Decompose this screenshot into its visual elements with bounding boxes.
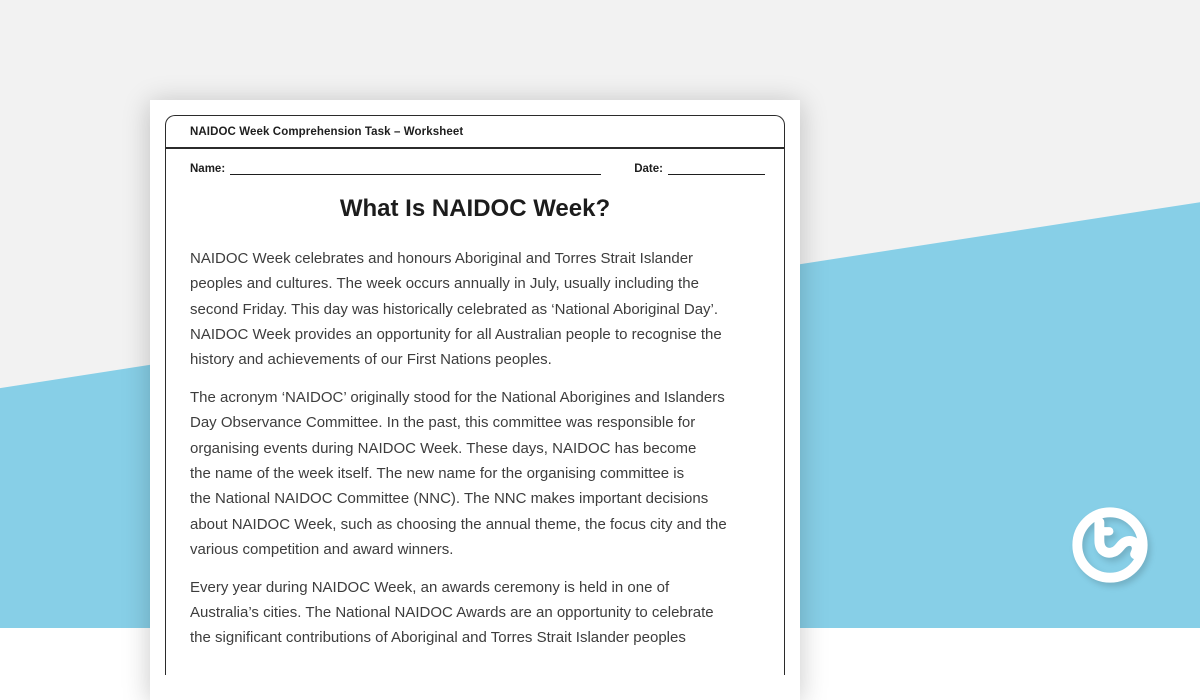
worksheet-header-band [166, 116, 784, 149]
text-line: Australia’s cities. The National NAIDOC Awards are an opportunity to celebrate [190, 604, 714, 622]
name-label: Name: [190, 163, 226, 175]
text-line: organising events during NAIDOC Week. These days, NAIDOC has become [190, 439, 697, 457]
text-line: the significant contributions of Aboriginal and Torres Strait Islander peoples [190, 629, 686, 647]
paragraph-3 [190, 575, 768, 651]
name-date-row [190, 162, 765, 176]
worksheet-header-title: NAIDOC Week Comprehension Task – Worksheet [190, 125, 464, 138]
text-line: various competition and award winners. [190, 540, 454, 558]
text-line: Day Observance Committee. In the past, this committee was responsible for [190, 414, 696, 432]
teach-starter-logo-icon [1072, 507, 1148, 583]
text-line: peoples and cultures. The week occurs annually in July, usually including the [190, 275, 699, 293]
paragraph-1 [190, 246, 768, 372]
worksheet-body [190, 246, 768, 651]
name-write-line [230, 170, 601, 175]
text-line: the name of the week itself. The new name for the organising committee is [190, 464, 685, 482]
worksheet-page [150, 100, 800, 700]
text-line: NAIDOC Week celebrates and honours Aboriginal and Torres Strait Islander [190, 250, 694, 267]
paragraph-2 [190, 385, 768, 562]
text-line: the National NAIDOC Committee (NNC). The NNC makes important decisions [190, 490, 709, 508]
text-line: history and achievements of our First Nations peoples. [190, 351, 552, 369]
text-line: Every year during NAIDOC Week, an awards ceremony is held in one of [190, 578, 670, 596]
text-line: about NAIDOC Week, such as choosing the annual theme, the focus city and the [190, 515, 727, 533]
text-line: second Friday. This day was historically celebrated as ‘National Aboriginal Day’. [190, 300, 719, 318]
date-label: Date: [634, 163, 663, 175]
worksheet-title: What Is NAIDOC Week? [339, 195, 611, 222]
date-write-line [668, 170, 765, 175]
text-line: NAIDOC Week provides an opportunity for all Australian people to recognise the [190, 325, 722, 343]
text-line: The acronym ‘NAIDOC’ originally stood for the National Aborigines and Islanders [190, 389, 725, 407]
